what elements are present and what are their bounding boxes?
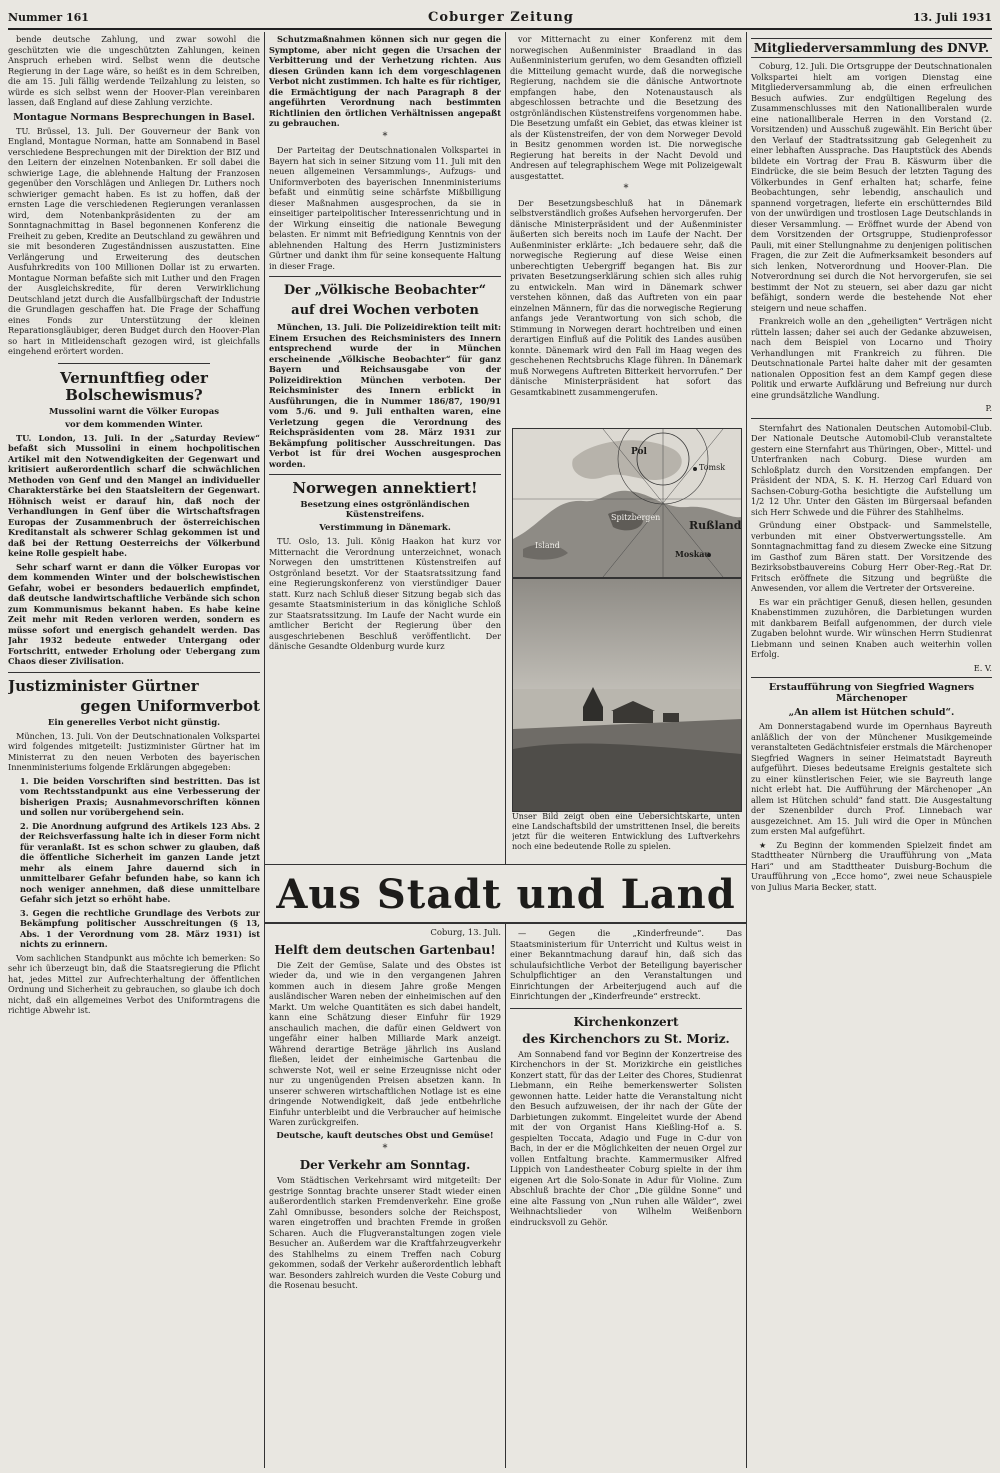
gartenbau-motto: Deutsche, kauft deutsches Obst und Gemüse! <box>276 1130 494 1141</box>
map-label-tomsk: Tomsk <box>699 463 726 472</box>
column-2 <box>269 34 501 860</box>
list-item: 3. Gegen die rechtliche Grundlage des Verbots zur Bekämpfung politischer Ausschreitungen (§ 13, Abs. 1 der Verordnung vom 28. März 1931) ist nichts zu erinnern. <box>20 907 260 949</box>
article-gurtner: München, 13. Juli. Von der Deutschnationalen Volkspartei wird folgendes mitgeteilt: Justizminister Gürtner hat im Ministerrat zu den neuen Verboten des bayerischen Innenministeriums folgende Erklärungen abgegeben: <box>8 730 260 772</box>
issue-date: 13. Juli 1931 <box>913 10 992 24</box>
signature-p: P. <box>985 403 992 413</box>
article-norman: TU. Brüssel, 13. Juli. Der Gouverneur der Bank von England, Montague Norman, hatte am Sonnabend in Basel verschiedene Besprechungen mit der Direktion der BIZ und den Leitern der einzelnen Notenbanken. Er soll dabei die schwierige Lage, die ablehnende Haltung der Franzosen gegenüber den Vorschlägen und Anliegen Dr. Luthers noch schwieriger gemacht haben. Es ist zu hoffen, daß der ernsten Lage die verschiedenen Regierungen veranlassen wird, dem Notenbankpräsidenten zu der am Sonntagnachmittag in Basel begonnenen Konferenz die Freiheit zu geben, Kredite an Deutschland zu gewähren und sie mit besonderen Zugeständnissen auszustatten. Eine Verlängerung und Erweiterung des deutschen Ausfuhrkredits von 100 Millionen Dollar ist zu erwarten. Montague Norman befaßte sich mit Luther und den Fragen der Ausgleichskredite, für deren Verwirklichung Deutschland jetzt durch die Ausfallbürgschaft der Industrie die Grundlagen geschaffen hat. Die Frage der Schaffung eines Fonds zur Unterstützung der kleinen Reparationsgläubiger, deren Budget durch den Hoover-Plan so hart in Mitleidenschaft gezogen wird, ist gleichfalls eingehend erörtert worden. <box>8 125 260 356</box>
article-daenemark: Der Besetzungsbeschluß hat in Dänemark selbstverständlich großes Aufsehen hervorgerufen. Der dänische Ministerpräsident und der Außenminister äußerten sich bereits noch im Laufe der Nacht. Der Außenminister erklärte: „Ich bedauere sehr, daß die norwegische Regierung auf diese Weise einen unberechtigten Uebergriff begangen hat. Bis zur privaten Besetzungserklärung schien sich alles ruhig zu entwickeln. Man wird in Dänemark schwer verstehen können, daß das Auftreten von ein paar einzelnen Männern, für das die norwegische Regierung anfangs jede Verantwortung von sich schob, die Stimmung in Norwegen derart hochtreiben und einen derartigen Einfluß auf die Politik des Landes ausüben konnte. Dänemark wird den Fall im Haag wegen des geschehenen Rechtsbruchs Klage führen. In Dänemark muß Norwegens Auftreten Bitterkeit hervorrufen.“ Der dänische Ministerpräsident hat sofort das Gesamtkabinett zusammengerufen. <box>510 197 742 397</box>
column-4 <box>751 34 992 1468</box>
landscape-illustration <box>513 579 741 811</box>
article-voelkischer: München, 13. Juli. Die Polizeidirektion teilt mit: Einem Ersuchen des Reichsministers des Innern entsprechend wurde der in München erscheinende „Völkische Beobachter“ für ganz Bayern und Reichsausgabe von der Polizeidirektion München verboten. Der Reichsminister des Innern erblickt in Ausführungen, die in Nummer 186/87, 190/91 vom 5./6. und 9. Juli enthalten waren, eine Verletzung gegen die Verordnung des Reichspräsidenten vom 28. März 1931 zur Bekämpfung politischer Ausschreitungen. Das Verbot ist für drei Wochen ausgesprochen worden. <box>269 322 501 469</box>
subhead-norwegen-1: Besetzung eines ostgrönländischen Küstenstreifens. <box>300 500 470 520</box>
divider <box>269 474 501 475</box>
headline-kirchenkonzert-2: des Kirchenchors zu St. Moriz. <box>522 1031 730 1046</box>
article-continuation: bende deutsche Zahlung, und zwar sowohl die geschützten wie die ungeschützten Zahlungen, keinen Anspruch erheben wird. Selbst wenn die deutsche Regierung in der Lage wäre, so heißt es in dem Schreiben, die am 15. Juli fällig werdende Teilzahlung zu leisten, so würde es sich selbst wenn der Hoover-Plan vereinbaren lassen, daß England auf diese Zahlung verzichte. <box>8 34 260 107</box>
headline-dnvp: Mitgliederversammlung des DNVP. <box>751 38 992 58</box>
article-gartenbau: Die Zeit der Gemüse, Salate und des Obstes ist wieder da, und wie in den vergangenen Jahren kommen auch in diesem Jahre große Mengen ausländischer Waren neben der einheimischen auf den Markt. Um welche Quantitäten es sich dabei handelt, kann eine Schätzung dieser Einfuhr für 1929 anschaulich machen, die dafür einen Geldwert von ungefähr einer halben Milliarde Mark anzeigt. Während derartige Beträge jährlich ins Ausland fließen, leidet der einheimische Gartenbau die schwerste Not, weil er seine Erzeugnisse nicht oder nur zu ungenügenden Preisen absetzen kann. In unserer schweren wirtschaftlichen Notlage ist es eine dringende Notwendigkeit, daß jede entbehrliche Einfuhr unterbleibt und die Verbraucher auf heimische Waren zurückgreifen. <box>269 959 501 1127</box>
headline-gurtner-1: Justizminister Gürtner <box>8 676 199 695</box>
list-item: 1. Die beiden Vorschriften sind bestritten. Das ist vom Rechtsstandpunkt aus eine Verbesserung der bisherigen Praxis; Ausnahmevorschriften können und sollen nur vorübergehend sein. <box>20 775 260 817</box>
article-obstpack: Gründung einer Obstpack- und Sammelstelle, verbunden mit einer Obstverwertungsstelle. Am Sonntagnachmittag fand zu diesem Zwecke eine Sitzung im Gasthof zum Bären statt. Der Vorsitzende des Bezirksobstbauvereins Coburg Herr Ober-Reg.-Rat Dr. Fritsch eröffnete die Sitzung und begrüßte die Anwesenden, vor allem die Vertreter der Ortsvereine. <box>751 520 992 593</box>
divider <box>510 1008 742 1009</box>
article-norwegen: TU. Oslo, 13. Juli. König Haakon hat kurz vor Mitternacht die Verordnung unterzeichnet, wonach Norwegen den umstrittenen Küstenstreifen auf Ostgrönland besetzt. Vor der Staatsratssitzung fand eine Regierungskonferenz von vierstündiger Dauer statt. Kurz nach Schluß dieser Sitzung begab sich das gesamte Staatsministerium in das königliche Schloß zur Staatsratssitzung. Im Laufe der Nacht wurde ein amtlicher Bericht der Regierung über den ausgeschriebenen Beschluß veröffentlicht. Der dänische Gesandte Oldenburg wurde kurz <box>269 536 501 651</box>
column-rule <box>505 32 506 864</box>
map-figure <box>512 428 742 578</box>
separator-star: * <box>382 1142 388 1154</box>
article-gurtner-end: Vom sachlichen Standpunkt aus möchte ich bemerken: So sehr ich überzeugt bin, daß die Staatsregierung die Pflicht hat, jedes Mittel zur Aufrechterhaltung der öffentlichen Ordnung und Sicherheit zu gebrauchen, so glaube ich doch nicht, daß ein allgemeines Verbot des Uniformtragens die richtige Abwehr ist. <box>8 952 260 1015</box>
divider <box>751 677 992 678</box>
headline-wagner-2: „An allem ist Hütchen schuld“. <box>788 707 955 718</box>
map-label-russland: Rußland <box>689 519 742 532</box>
local-column-1 <box>269 928 501 1468</box>
headline-bolschewismus: Vernunftfieg oder Bolschewismus? <box>60 368 208 404</box>
section-banner: Aus Stadt und Land <box>276 870 736 918</box>
signature-ev: E. V. <box>973 662 992 673</box>
photo-caption: Unser Bild zeigt oben eine Uebersichtskarte, unten eine Landschaftsbild der umstrittenen Insel, die bereits jetzt für die weiteren Entwicklung des Luftverkehrs noch eine bedeutende Rolle zu spielen. <box>512 812 740 851</box>
column-3 <box>510 34 742 426</box>
headline-norwegen: Norwegen annektiert! <box>292 479 478 497</box>
map-label-moskau: Moskau <box>675 549 711 559</box>
banner-bottom-rule <box>264 922 746 924</box>
map-label-island: Island <box>535 541 560 550</box>
newspaper-title: Coburger Zeitung <box>428 9 574 25</box>
divider <box>751 418 992 419</box>
article-norwegen-cont: vor Mitternacht zu einer Konferenz mit dem norwegischen Außenminister Braadland in das Außenministerium gerufen, wo dem Gesandten offiziell die Mitteilung gemacht wurde, daß die norwegische Regierung, nachdem sie die dänische Antwortnote empfangen habe, den Notenaustausch als abgeschlossen betrachte und die Besetzung des ostgrönländischen Küstenstreifens vorgenommen habe. Die Besetzung umfaßt ein Gebiet, das etwas kleiner ist als der Küstenstreifen, der von dem Norweger Devold in Besitz genommen worden ist. Die norwegische Regierung hat bereits in der Nacht Devold und Andresen auf telegraphischem Wege mit Polizeigewalt ausgestattet. <box>510 34 742 181</box>
column-1 <box>8 34 260 1468</box>
article-mussolini-2: Sehr scharf warnt er dann die Völker Europas vor dem kommenden Winter und der bolschewistischen Gefahr, wobei er besonders bedauerlich empfindet, daß deutsche landwirtschaftliche Verbände sich schon zum Kommunismus bekannt haben. Es habe keine Zeit mehr mit Reden verloren werden, sondern es müsse sofort und energisch gehandelt werden. Das Jahr 1932 bedeute entweder Untergang oder Fortschritt, entweder Erholung oder Uebergang zum Chaos dieser Zivilisation. <box>8 561 260 666</box>
article-sternfahrt: Sternfahrt des Nationalen Deutschen Automobil-Club. Der Nationale Deutsche Automobil-Club veranstaltete gestern eine Sternfahrt aus Thüringen, Ober-, Mittel- und Unterfranken nach Coburg. Diese wurden am Schloßplatz durch den Vorsitzenden empfangen. Der Präsident der NDA, S. K. H. Herzog Carl Eduard von Sachsen-Coburg-Gotha besichtigte die Aufstellung um 1/2 12 Uhr. Unter den Gästen im Bürgersaal befanden sich Herr Schwede und die Führer des Stahlhelms. <box>751 422 992 517</box>
column-rule <box>264 864 265 1468</box>
article-parteitag: Der Parteitag der Deutschnationalen Volkspartei in Bayern hat sich in seiner Sitzung vom 11. Juli mit den neuen allgemeinen Versammlungs-, Aufzugs- und Uniformverboten des bayerischen Innenministeriums befaßt und einmütig seine schärfste Mißbilligung dieser Maßnahmen ausgesprochen, da sie in einseitiger parteipolitischer Interessenrichtung und in der Wirkung einseitig die nationale Bewegung belasten. Er nimmt mit Befriedigung Kenntnis von der ablehnenden Haltung des Herrn Justizministers Gürtner und dankt ihm für seine konsequente Haltung in dieser Frage. <box>269 145 501 271</box>
subhead-norwegen-2: Verstimmung in Dänemark. <box>319 523 451 533</box>
map-label-pol: Pol <box>631 447 647 457</box>
headline-voelkischer-1: Der „Völkische Beobachter“ <box>283 283 487 298</box>
article-verkehr: Vom Städtischen Verkehrsamt wird mitgeteilt: Der gestrige Sonntag brachte unserer Stadt wieder einen außerordentlich starken Fremdenverkehr. Eine große Zahl Omnibusse, besonders solche der Reichspost, waren eingetroffen und brachten Fremde in großen Scharen. Auch die Flugveranstaltungen zogen viele Besucher an. Außerdem war die Kraftfahrzeugverkehr des Stahlhelms zu einem Treffen nach Coburg gekommen, sodaß der Verkehr außerordentlich lebhaft war. Besonders zahlreich wurden die Veste Coburg und die Rosenau besucht. <box>269 1175 501 1290</box>
headline-wagner-1: Erstaufführung von Siegfried Wagners Märchenoper <box>768 682 975 704</box>
article-dnvp: Coburg, 12. Juli. Die Ortsgruppe der Deutschnationalen Volkspartei hielt am vorigen Dienstag eine Mitgliederversammlung ab, die einen erfreulichen Besuch aufwies. Zur endgültigen Regelung des Zusammenschlusses mit den Nationalliberalen wurde eine nationalliberale Herren in den Vorstand (2. Vorsitzenden) und Ausschuß zugewählt. Ein Bericht über den Verlauf der Stadtratssitzung gab Gelegenheit zu einer lebhaften Aussprache. Das Hauptstück des Abends bildete ein Vortrag der Frau B. Käswurm über die Eindrücke, die sie beim Besuch der letzten Tagung des Völkerbundes in Genf erhalten hat; scharfe, feine Beobachtungen, sehr lebendig, anschaulich und spannend vorgetragen, lieferte ein erschütterndes Bild von der unwürdigen und trostlosen Lage Deutschlands in dieser Versammlung. — Eröffnet wurde der Abend von dem Vorsitzenden der Ortsgruppe, Studienprofessor Pauli, mit einer Stellungnahme zu denjenigen politischen Fragen, die zur Zeit die Aufmerksamkeit besonders auf sich lenken, Notverordnung und Hoover-Plan. Die Notverordnung sei durch die Not hervorgerufen, sie sei bestimmt der Not zu steuern, sei aber dazu gar nicht befähigt, sondern werde die bestehende Not eher steigern und neue schaffen. <box>751 61 992 313</box>
subhead-mussolini: Mussolini warnt die Völker Europas <box>48 406 220 417</box>
divider <box>269 276 501 277</box>
article-kirchenkonzert: Am Sonnabend fand vor Beginn der Konzertreise des Kirchenchors in der St. Morizkirche ein geistliches Konzert statt, für das der Leiter des Chores, Studienrat Liebmann, ein Reihe bemerkenswerter Solisten gewonnen hatte. Leider hatte die Veranstaltung nicht den Besuch aufzuweisen, der ihr nach der Güte der Darbietungen zukommt. Eingeleitet wurde der Abend mit der von Organist Hans Kießling-Hof a. S. gespielten Toccata, Adagio und Fuge in C-dur von Bach, in der er die Möglichkeiten der neuen Orgel zur vollen Entfaltung brachte. Kammermusiker Alfred Lippich von Landestheater Coburg spielte in der ihm eigenen Art die Solo-Sonate in Adur für Violine. Zum Abschluß brachte der Chor „Die güldne Sonne“ und eine alte Fassung von „Nun ruhen alle Wälder“, zwei Weihnachtslieder von Wilhelm Weißenborn eindrucksvoll zu Gehör. <box>510 1048 742 1227</box>
headline-gurtner-2: gegen Uniformverbot <box>80 696 260 715</box>
article-kinderfreunde: — Gegen die „Kinderfreunde“. Das Staatsministerium für Unterricht und Kultus weist in einer Bekanntmachung darauf hin, daß sich das schulaufsichtliche Verbot der Beteiligung bayerischer Schulpflichtiger an den Veranstaltungen und Einrichtungen der Arbeiterjugend auch auf die Einrichtungen der „Kinderfreunde“ erstreckt. <box>510 928 742 1001</box>
headline-verkehr: Der Verkehr am Sonntag. <box>299 1158 471 1172</box>
map-label-spitzbergen: Spitzbergen <box>611 513 661 522</box>
headline-norman: Montague Normans Besprechungen in Basel. <box>13 111 255 123</box>
article-wagner: Am Donnerstagabend wurde im Opernhaus Bayreuth anläßlich der von der Münchener Musikgemeinde veranstalteten Gedächtnisfeier erstmals die Märchenoper Siegfried Wagners in seiner Heimatstadt Bayreuth aufgeführt. Dieses bedeutsame Ereignis gestaltete sich zu einer künstlerischen Feier, wie sie Bayreuth lange nicht erlebt hat. Die Aufführung der Märchenoper „An allem ist Hütchen schuld“ fand statt. Die Ausgestaltung der Szenenbilder durch Prof. Linnebach war ausgezeichnet. Am 15. Juli wird die Oper in München zum ersten Mal aufgeführt. <box>751 721 992 836</box>
gurtner-list <box>8 776 260 950</box>
divider <box>58 363 209 364</box>
headline-voelkischer-2: auf drei Wochen verboten <box>291 303 479 318</box>
separator-star: * <box>382 130 388 142</box>
divider <box>8 672 260 673</box>
subhead-gurtner: Ein generelles Verbot nicht günstig. <box>47 717 221 728</box>
local-column-2 <box>510 928 742 1468</box>
column-rule <box>505 924 506 1468</box>
subhead-winter: vor dem kommenden Winter. <box>65 419 203 430</box>
headline-kirchenkonzert-1: Kirchenkonzert <box>573 1014 679 1029</box>
headline-gartenbau: Helft dem deutschen Gartenbau! <box>274 942 496 957</box>
article-mussolini: TU. London, 13. Juli. In der „Saturday Review“ befaßt sich Mussolini in einem hochpolitischen Artikel mit den Notwendigkeiten der Gegenwart und kritisiert außerordentlich scharf die schwächlichen Methoden von Genf und den Mangel an individueller Charakterstärke bei den Staatsleitern der Gegenwart. Höhnisch weist er darauf hin, daß noch der Verhandlungen in Genf über die Wirtschaftsfragen Europas der Zusammenbruch der österreichischen Kreditanstalt als schwerer Schlag gekommen ist und daß bei der Rettung Oesterreichs der Völkerbund keine Rolle gespielt habe. <box>8 432 260 558</box>
landscape-photo <box>512 578 742 812</box>
separator-star: * <box>623 183 629 194</box>
column-rule <box>746 32 747 1468</box>
banner-top-rule <box>264 864 746 865</box>
list-item: 2. Die Anordnung aufgrund des Artikels 123 Abs. 2 der Reichsverfassung halte ich in dieser Form nicht für veranlaßt. Ist es schon schwer zu glauben, daß die öffentliche Sicherheit im ganzen Lande jetzt mehr als einem Jahre dauernd sich in unmittelbarer Gefahr befunden habe, so kann ich noch weniger annehmen, daß diese unmittelbare Gefahr sich jetzt so erhöht habe. <box>20 820 260 904</box>
article-note: ★ Zu Beginn der kommenden Spielzeit findet am Stadttheater Nürnberg die Uraufführung von „Mata Hari“ und am Stadttheater Duisburg-Bochum die Uraufführung von „Ecce homo“, zwei neue Schauspiele von Julius Maria Becker, statt. <box>751 839 992 892</box>
article-dnvp-2: Frankreich wolle an den „geheiligten“ Verträgen nicht rütteln lassen; daher sei auch der Gedanke abzuweisen, nach dem Beispiel von Locarno und Thoiry Verhandlungen mit Frankreich zu führen. Die Deutschnationale Partei halte daher mit der gesamten nationalen Opposition fest an dem Kampf gegen diese Politik und erwarte Aufklärung und Befreiung nur durch eine grundsätzliche Wandlung. <box>751 316 992 400</box>
article-gurtner-cont: Schutzmaßnahmen können sich nur gegen die Symptome, aber nicht gegen die Ursachen der Verbitterung und der Verhetzung richten. Aus diesen Gründen kann ich dem vorgeschlagenen Verbot nicht zustimmen. Ich halte es für richtiger, die Ermächtigung der nach Paragraph 8 der angeführten Verordnung nach bestimmten Richtlinien den örtlichen Verhältnissen angepaßt zu gebrauchen. <box>269 34 501 128</box>
page-header <box>8 6 992 30</box>
issue-number: Nummer 161 <box>8 10 89 24</box>
article-knaben: Es war ein prächtiger Genuß, diesen hellen, gesunden Knabenstimmen zuzuhören, die Darbietungen wurden mit dankbarem Beifall aufgenommen, der durch viele Zugaben belohnt wurde. Wir wünschen Herrn Studienrat Liebmann und seinen Knaben auch weiterhin vollen Erfolg. <box>751 596 992 659</box>
column-rule <box>264 32 265 864</box>
dateline: Coburg, 13. Juli. <box>430 928 501 938</box>
